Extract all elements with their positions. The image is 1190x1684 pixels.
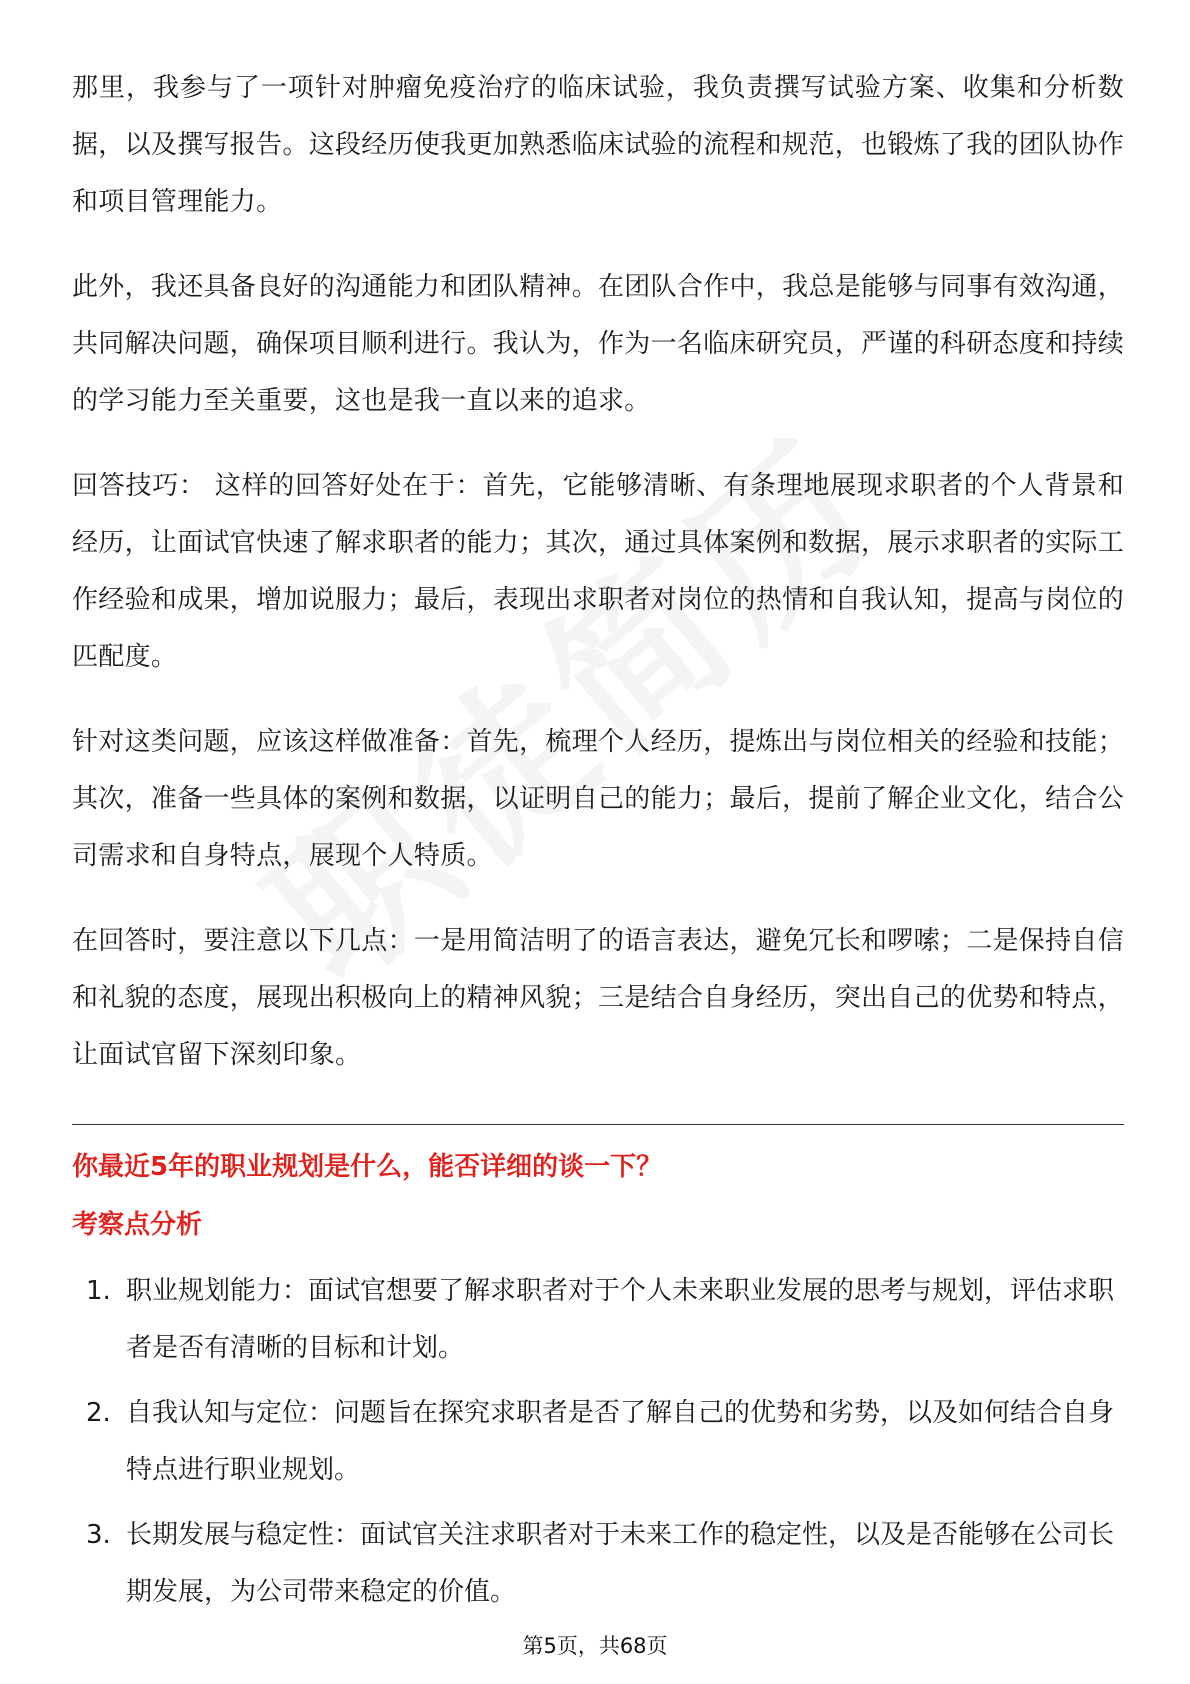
page-content xyxy=(72,60,1124,1629)
list-item xyxy=(72,1263,1124,1377)
paragraph-teamwork: 此外，我还具备良好的沟通能力和团队精神。在团队合作中，我总是能够与同事有效沟通，共同解决问题，确保项目顺利进行。我认为，作为一名临床研究员，严谨的科研态度和持续的学习能力至关重要，这也是我一直以来的追求。 xyxy=(72,272,1125,416)
list-item-number: 3. xyxy=(86,1520,111,1550)
list-item xyxy=(72,1385,1124,1499)
list-item xyxy=(72,1507,1124,1621)
analysis-list xyxy=(72,1263,1124,1621)
paragraph-experience: 那里，我参与了一项针对肿瘤免疫治疗的临床试验，我负责撰写试验方案、收集和分析数据，以及撰写报告。这段经历使我更加熟悉临床试验的流程和规范，也锻炼了我的团队协作和项目管理能力。 xyxy=(72,73,1125,217)
paragraph-preparation: 针对这类问题，应该这样做准备：首先，梳理个人经历，提炼出与岗位相关的经验和技能；其次，准备一些具体的案例和数据，以证明自己的能力；最后，提前了解企业文化，结合公司需求和自身特点，展现个人特质。 xyxy=(72,727,1125,871)
question-title: 你最近5年的职业规划是什么，能否详细的谈一下？ xyxy=(72,1152,663,1182)
section-divider xyxy=(72,1124,1124,1125)
page-footer: 第5页，共68页 xyxy=(522,1634,668,1658)
list-item-number: 2. xyxy=(86,1398,111,1428)
list-item-number: 1. xyxy=(86,1276,111,1306)
paragraph-answer-tips: 回答技巧： 这样的回答好处在于：首先，它能够清晰、有条理地展现求职者的个人背景和经历，让面试官快速了解求职者的能力；其次，通过具体案例和数据，展示求职者的实际工作经验和成果，增加说服力；最后，表现出求职者对岗位的热情和自我认知，提高与岗位的匹配度。 xyxy=(72,471,1125,672)
list-item-text: 长期发展与稳定性：面试官关注求职者对于未来工作的稳定性，以及是否能够在公司长期发展，为公司带来稳定的价值。 xyxy=(126,1520,1115,1607)
list-item-text: 自我认知与定位：问题旨在探究求职者是否了解自己的优势和劣势，以及如何结合自身特点进行职业规划。 xyxy=(126,1398,1115,1485)
list-item-text: 职业规划能力：面试官想要了解求职者对于个人未来职业发展的思考与规划，评估求职者是否有清晰的目标和计划。 xyxy=(126,1276,1115,1363)
analysis-heading: 考察点分析 xyxy=(72,1210,203,1240)
paragraph-attention-points: 在回答时，要注意以下几点：一是用简洁明了的语言表达，避免冗长和啰嗦；二是保持自信和礼貌的态度，展现出积极向上的精神风貌；三是结合自身经历，突出自己的优势和特点，让面试官留下深刻印象。 xyxy=(72,926,1125,1070)
